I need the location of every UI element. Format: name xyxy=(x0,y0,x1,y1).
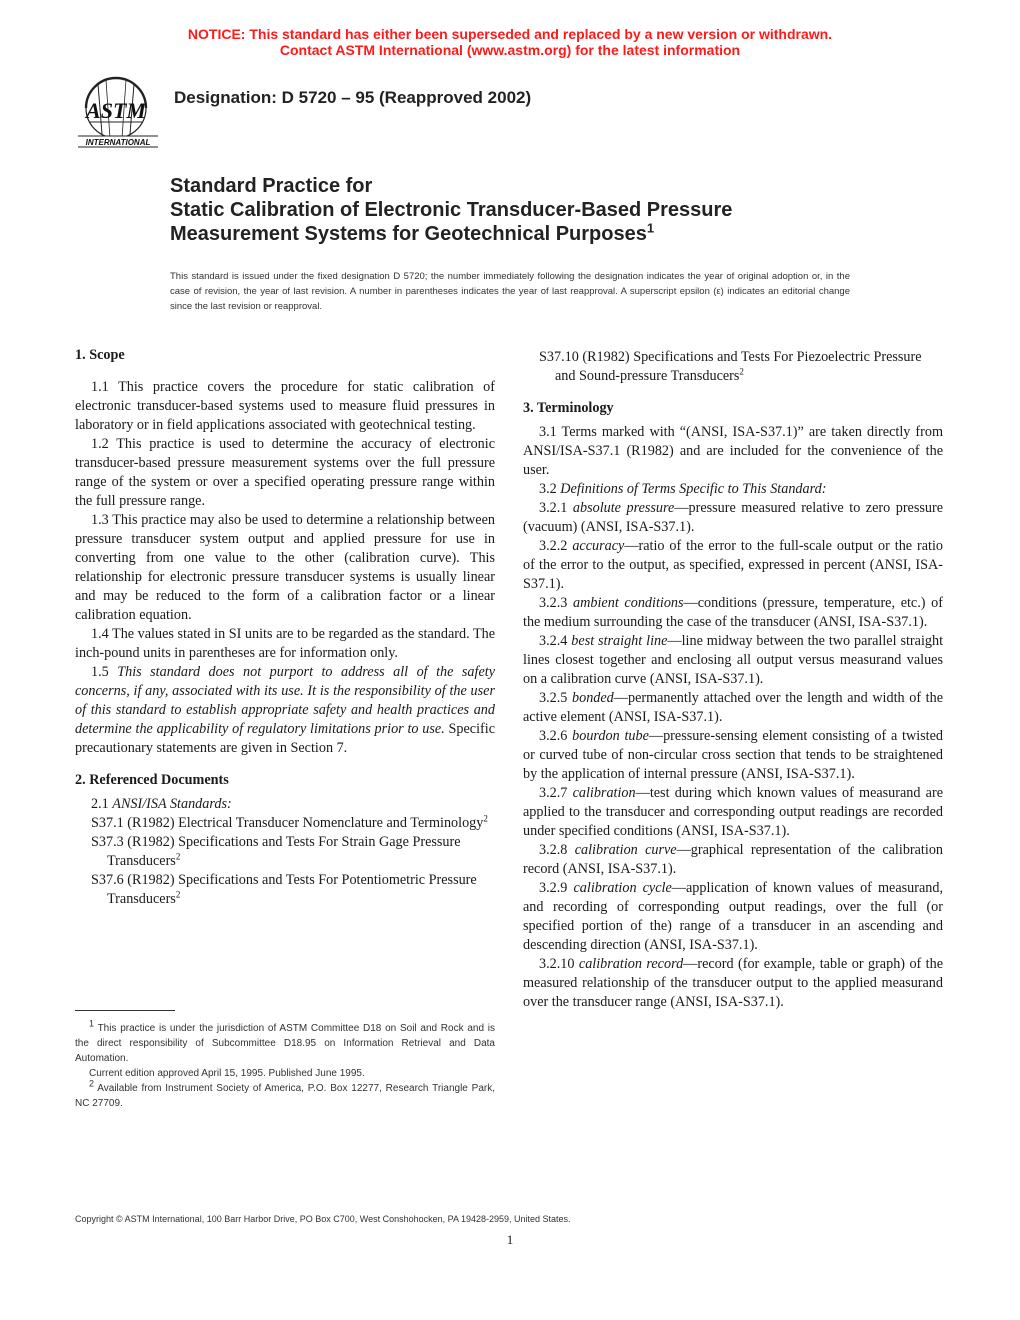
reference-item xyxy=(75,871,495,909)
definition-num: 3.2.9 xyxy=(539,880,574,896)
footnote-divider xyxy=(75,1010,175,1011)
supersession-notice xyxy=(0,26,1020,58)
footnote-1-text: This practice is under the jurisdiction of ASTM Committee D18 on Soil and Rock and is the direct responsibility of Subcommittee D18.95 on Information Retrieval and Data Automation. xyxy=(75,1023,495,1064)
scope-para-3: 1.3 This practice may also be used to determine a relationship between pressure transducer system output and applied pressure for use in converting from one value to the other (calibration curve). This relationship for electronic pressure transducer systems is usually linear and may be reduced to the form of a calibration factor or a linear calibration equation. xyxy=(75,512,495,623)
refdocs-para-1 xyxy=(75,795,495,814)
definition-num: 3.2.4 xyxy=(539,633,572,649)
footnote-2 xyxy=(75,1078,495,1111)
reference-footnote-mark: 2 xyxy=(483,813,488,824)
terminology-heading: 3. Terminology xyxy=(523,400,614,416)
definition-term: calibration record xyxy=(578,956,684,972)
terminology-para-2-num: 3.2 xyxy=(539,481,561,497)
scope-para-5-num: 1.5 xyxy=(91,664,118,680)
scope-para-1: 1.1 This practice covers the procedure for static calibration of electronic transducer-based systems used to measure fluid pressures in laboratory or in field applications associated with geotechnical testing. xyxy=(75,379,495,433)
reference-text: S37.3 (R1982) Specifications and Tests For Strain Gage Pressure Transducers xyxy=(91,834,461,869)
definition-item xyxy=(523,594,943,632)
definition-term: bourdon tube xyxy=(572,728,649,744)
definition-num: 3.2.10 xyxy=(539,956,579,972)
definition-term: ambient conditions xyxy=(573,595,684,611)
definition-num: 3.2.1 xyxy=(539,500,573,516)
notice-line-1: NOTICE: This standard has either been superseded and replaced by a new version or withdrawn. xyxy=(187,26,833,42)
footnote-1b: Current edition approved April 15, 1995. Published June 1995. xyxy=(89,1068,365,1079)
scope-heading: 1. Scope xyxy=(75,347,125,363)
reference-text: S37.1 (R1982) Electrical Transducer Nomenclature and Terminology xyxy=(91,815,484,831)
footnote-1 xyxy=(75,1018,495,1066)
definition-text: —permanently attached over the length and width of the active element (ANSI, ISA-S37.1). xyxy=(523,690,944,725)
logo-text: ASTM xyxy=(86,98,146,123)
title-line-1: Standard Practice for xyxy=(170,175,373,197)
page-number: 1 xyxy=(506,1232,514,1247)
document-title xyxy=(170,174,890,246)
title-line-3-text: Measurement Systems for Geotechnical Purposes xyxy=(170,223,647,245)
title-footnote-mark: 1 xyxy=(646,220,655,236)
reference-text: S37.10 (R1982) Specifications and Tests For Piezoelectric Pressure and Sound-pressure Transducers xyxy=(539,349,922,384)
reference-item xyxy=(75,814,495,833)
definition-item xyxy=(523,841,943,879)
definition-item xyxy=(523,689,943,727)
definition-num: 3.2.6 xyxy=(539,728,573,744)
title-line-2: Static Calibration of Electronic Transducer-Based Pressure xyxy=(170,199,733,221)
refdocs-heading: 2. Referenced Documents xyxy=(75,772,229,788)
definition-item xyxy=(523,784,943,841)
scope-para-4: 1.4 The values stated in SI units are to be regarded as the standard. The inch-pound units in parentheses are for information only. xyxy=(75,626,495,661)
definition-num: 3.2.5 xyxy=(539,690,572,706)
definition-item xyxy=(523,499,943,537)
reference-footnote-mark: 2 xyxy=(175,889,181,900)
reference-footnote-mark: 2 xyxy=(739,366,744,377)
scope-para-2: 1.2 This practice is used to determine the accuracy of electronic transducer-based pressure measurement systems over the full pressure range of the system or over a specified operating pressure range within the full pressure range. xyxy=(75,436,495,509)
definition-item xyxy=(523,955,943,1012)
left-column xyxy=(75,346,495,909)
definition-term: calibration xyxy=(572,785,636,801)
terminology-para-2 xyxy=(523,480,943,499)
definition-text: —pressure measured relative to zero pressure (vacuum) (ANSI, ISA-S37.1). xyxy=(523,500,944,535)
reference-item xyxy=(523,348,943,386)
definition-term: calibration curve xyxy=(574,842,677,858)
definition-num: 3.2.3 xyxy=(539,595,574,611)
definition-text: —conditions (pressure, temperature, etc.) of the medium surrounding the case of the transducer (ANSI, ISA-S37.1). xyxy=(523,595,943,630)
right-column xyxy=(523,348,943,1012)
definition-term: calibration cycle xyxy=(573,880,672,896)
definition-item xyxy=(523,537,943,594)
scope-para-5 xyxy=(75,663,495,758)
reference-item xyxy=(75,833,495,871)
title-line-3 xyxy=(170,222,890,246)
definition-num: 3.2.7 xyxy=(539,785,573,801)
definition-text: —graphical representation of the calibration record (ANSI, ISA-S37.1). xyxy=(523,842,944,877)
issue-note: This standard is issued under the fixed designation D 5720; the number immediately following the designation indicates the year of original adoption or, in the case of revision, the year of last revision. A number in parentheses indicates the year of last reapproval. A superscript epsilon (ε) indicates an editorial change since the last revision or reapproval. xyxy=(170,271,850,312)
refdocs-para-1-num: 2.1 xyxy=(91,796,113,812)
definition-term: accuracy xyxy=(572,538,625,554)
refdocs-para-1-italic: ANSI/ISA Standards: xyxy=(112,796,232,812)
definition-item xyxy=(523,632,943,689)
astm-logo-icon xyxy=(76,74,160,150)
scope-para-5-rest: Specific precautionary statements are given in Section 7. xyxy=(75,721,496,756)
definition-item xyxy=(523,879,943,955)
definition-term: best straight line xyxy=(571,633,668,649)
definition-text: —application of known values of measurand, and recording of corresponding output readings, over the full (or specified portion of the) range of a transducer in an ascending and descending direction (ANSI, ISA-S37.1). xyxy=(523,880,944,953)
reference-text: S37.6 (R1982) Specifications and Tests For Potentiometric Pressure Transducers xyxy=(91,872,477,907)
definition-text: —test during which known values of measurand are applied to the transducer and corresponding output readings are recorded under specified conditions (ANSI, ISA-S37.1). xyxy=(523,785,943,839)
notice-line-2: Contact ASTM International (www.astm.org) for the latest information xyxy=(279,42,741,58)
logo-subtext: INTERNATIONAL xyxy=(85,138,151,147)
definition-item xyxy=(523,727,943,784)
footnote-2-mark: 2 xyxy=(89,1078,95,1089)
terminology-para-1: 3.1 Terms marked with “(ANSI, ISA-S37.1)” are taken directly from ANSI/ISA-S37.1 (R1982) and are included for the convenience of the user. xyxy=(523,424,943,478)
scope-para-5-italic: This standard does not purport to address all of the safety concerns, if any, associated with its use. It is the responsibility of the user of this standard to establish appropriate safety and health practices and determine the applicability of regulatory limitations prior to use. xyxy=(75,664,495,737)
definition-num: 3.2.8 xyxy=(539,842,575,858)
designation: Designation: D 5720 – 95 (Reapproved 2002) xyxy=(174,88,532,107)
terminology-para-2-italic: Definitions of Terms Specific to This Standard: xyxy=(560,481,827,497)
definition-term: bonded xyxy=(572,690,614,706)
definition-num: 3.2.2 xyxy=(539,538,573,554)
copyright: Copyright © ASTM International, 100 Barr Harbor Drive, PO Box C700, West Conshohocken, PA 19428-2959, United States. xyxy=(75,1214,571,1224)
footnote-2-text: Available from Instrument Society of America, P.O. Box 12277, Research Triangle Park, NC 27709. xyxy=(75,1083,495,1109)
definition-term: absolute pressure xyxy=(572,500,675,516)
definition-text: —pressure-sensing element consisting of a twisted or curved tube of non-circular cross section that tends to be straightened by the application of internal pressure (ANSI, ISA-S37.1). xyxy=(523,728,943,782)
definition-text: —record (for example, table or graph) of the measured relationship of the transducer output to the applied measurand over the transducer range (ANSI, ISA-S37.1). xyxy=(523,956,944,1010)
definition-text: —line midway between the two parallel straight lines closest together and enclosing all output versus measurand values on a calibration curve (ANSI, ISA-S37.1). xyxy=(523,633,944,687)
reference-footnote-mark: 2 xyxy=(175,851,181,862)
footnotes xyxy=(75,1018,495,1111)
footnote-1-mark: 1 xyxy=(89,1018,95,1029)
definition-text: —ratio of the error to the full-scale output or the ratio of the error to the output, as specified, expressed in percent (ANSI, ISA-S37.1). xyxy=(523,538,944,592)
